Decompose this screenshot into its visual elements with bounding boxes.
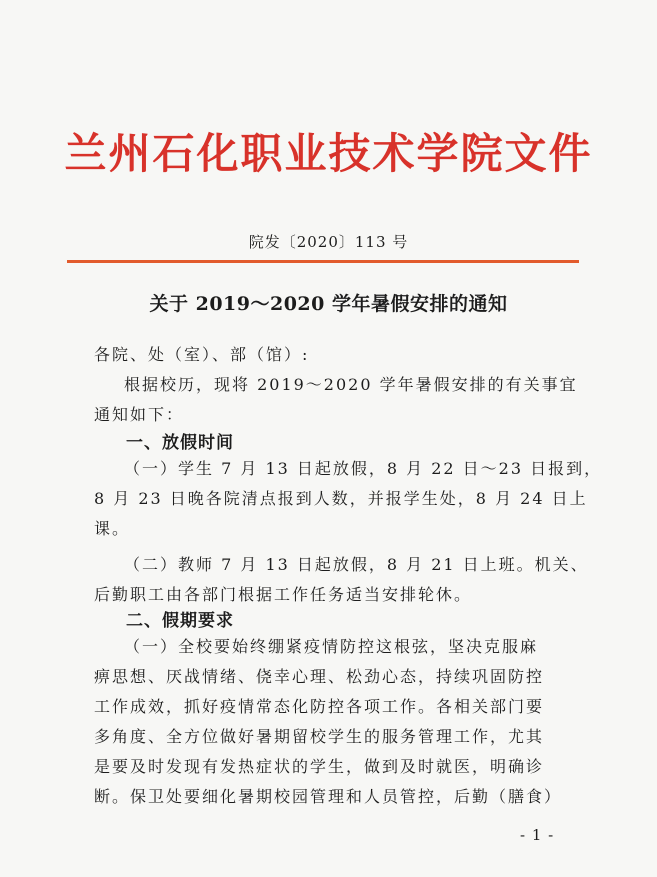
notice-title: 关于 2019～2020 学年暑假安排的通知 [149, 293, 508, 315]
paragraph-line: 是要及时发现有发热症状的学生，做到及时就医，明确诊 [94, 757, 545, 776]
page-number: - 1 - [520, 826, 555, 844]
paragraph-line: 根据校历，现将 2019～2020 学年暑假安排的有关事宜 [124, 375, 578, 394]
paragraph-line: （二）教师 7 月 13 日起放假，8 月 21 日上班。机关、 [124, 555, 589, 574]
salutation-text [94, 340, 594, 370]
paragraph-line: 工作成效，抓好疫情常态化防控各项工作。各相关部门要 [94, 697, 545, 716]
issuer-header-title: 兰州石化职业技术学院文件 [64, 129, 593, 178]
section-heading-vacation-time: 一、放假时间 [126, 433, 234, 453]
paragraph-line: 多角度、全方位做好暑期留校学生的服务管理工作，尤其 [94, 727, 545, 746]
paragraph-line: 断。保卫处要细化暑期校园管理和人员管控，后勤（膳食） [94, 787, 563, 806]
salutation-line: 各院、处（室）、部（馆）: [94, 345, 310, 364]
paragraph-line: 后勤职工由各部门根据工作任务适当安排轮休。 [94, 585, 473, 604]
paragraph-line: 课。 [94, 519, 131, 538]
red-divider-rule [67, 260, 579, 263]
paragraph-line: 8 月 23 日晚各院清点报到人数，并报学生处，8 月 24 日上 [94, 489, 588, 508]
document-number: 院发〔2020〕113 号 [248, 233, 409, 251]
section1-paragraph1 [94, 454, 603, 544]
section-heading-vacation-requirements: 二、假期要求 [126, 611, 234, 631]
paragraph-line: 通知如下： [94, 405, 185, 424]
section2-paragraph1 [94, 632, 594, 812]
paragraph-line: （一）学生 7 月 13 日起放假，8 月 22 日～23 日报到， [124, 459, 603, 478]
paragraph-line: （一）全校要始终绷紧疫情防控这根弦，坚决克服麻 [124, 637, 539, 656]
paragraph-line: 痹思想、厌战情绪、侥幸心理、松劲心态，持续巩固防控 [94, 667, 545, 686]
section1-paragraph2 [94, 550, 594, 610]
intro-paragraph [94, 370, 594, 430]
